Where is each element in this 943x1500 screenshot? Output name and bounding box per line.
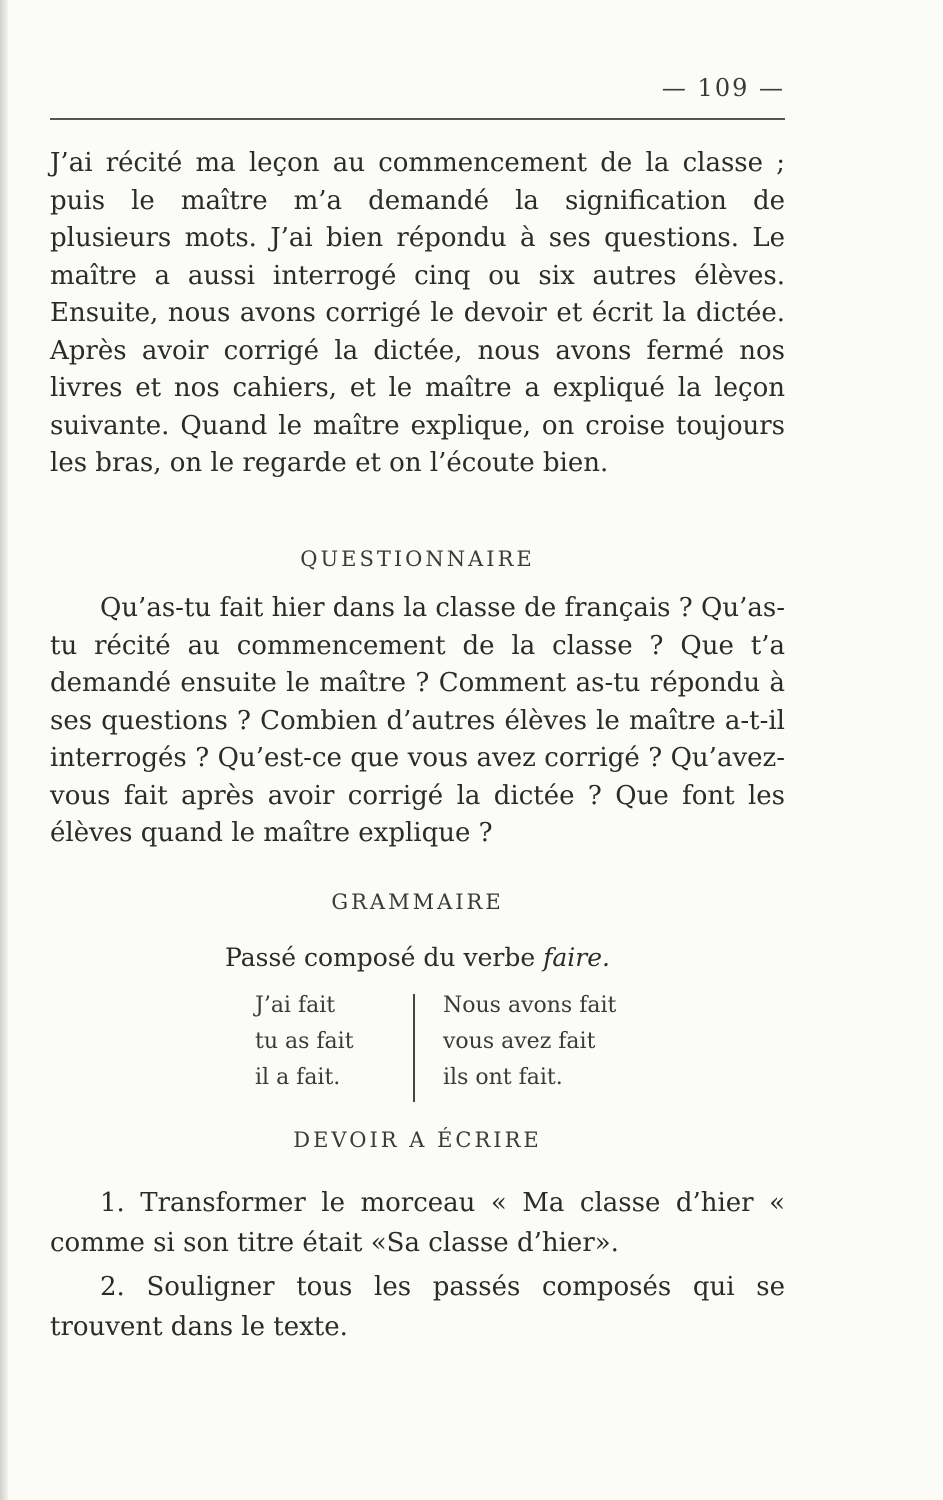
page-binding-edge [0,0,8,1500]
conjugation-form: ils ont fait. [443,1065,563,1090]
devoir-item: 1. Transformer le morceau « Ma classe d’hier « comme si son titre était «Sa classe d’hier». [50,1188,785,1258]
conjugation-table [255,988,683,1102]
questionnaire-title: QUESTIONNAIRE [300,547,535,571]
conjugation-title [50,943,785,972]
header-rule [50,118,785,120]
reading-text [50,145,785,483]
conjugation-form: J’ai fait [255,993,336,1018]
questionnaire-paragraph: Qu’as-tu fait hier dans la classe de français ? Qu’as-tu récité au commencement de la classe ? Que t’a demandé ensuite le maître ? Comment as-tu répondu à ses questions ? Combien d’autres élèves le maître a-t-il interrogés ? Qu’est-ce que vous avez corrigé ? Qu’avez-vous fait après avoir corrigé la dictée ? Que font les élèves quand le maître explique ? [50,593,785,848]
conjugation-form: tu as fait [255,1029,354,1054]
grammaire-title: GRAMMAIRE [331,890,504,914]
conjugation-verb: faire. [543,943,610,972]
conjugation-form: vous avez fait [443,1029,596,1054]
conjugation-form: Nous avons fait [443,993,617,1018]
devoir-title: DEVOIR A ÉCRIRE [293,1128,542,1152]
reading-paragraph: J’ai récité ma leçon au commencement de la classe ; puis le maître m’a demandé la signification de plusieurs mots. J’ai bien répondu à ses questions. Le maître a aussi interrogé cinq ou six autres élèves. Ensuite, nous avons corrigé le devoir et écrit la dictée. Après avoir corrigé la dictée, nous avons fermé nos livres et nos cahiers, et le maître a expliqué la leçon suivante. Quand le maître explique, on croise toujours les bras, on le regarde et on l’écoute bien. [50,148,785,478]
conjugation-form: il a fait. [255,1065,341,1090]
devoir-item: 2. Souligner tous les passés composés qui se trouvent dans le texte. [50,1272,785,1342]
questionnaire-text [50,590,785,853]
singular-column [255,988,413,1102]
page-number: — 109 — [661,74,785,102]
devoir-list [50,1183,785,1351]
plural-column [415,988,683,1102]
conjugation-subtitle: Passé composé du verbe [225,943,536,972]
